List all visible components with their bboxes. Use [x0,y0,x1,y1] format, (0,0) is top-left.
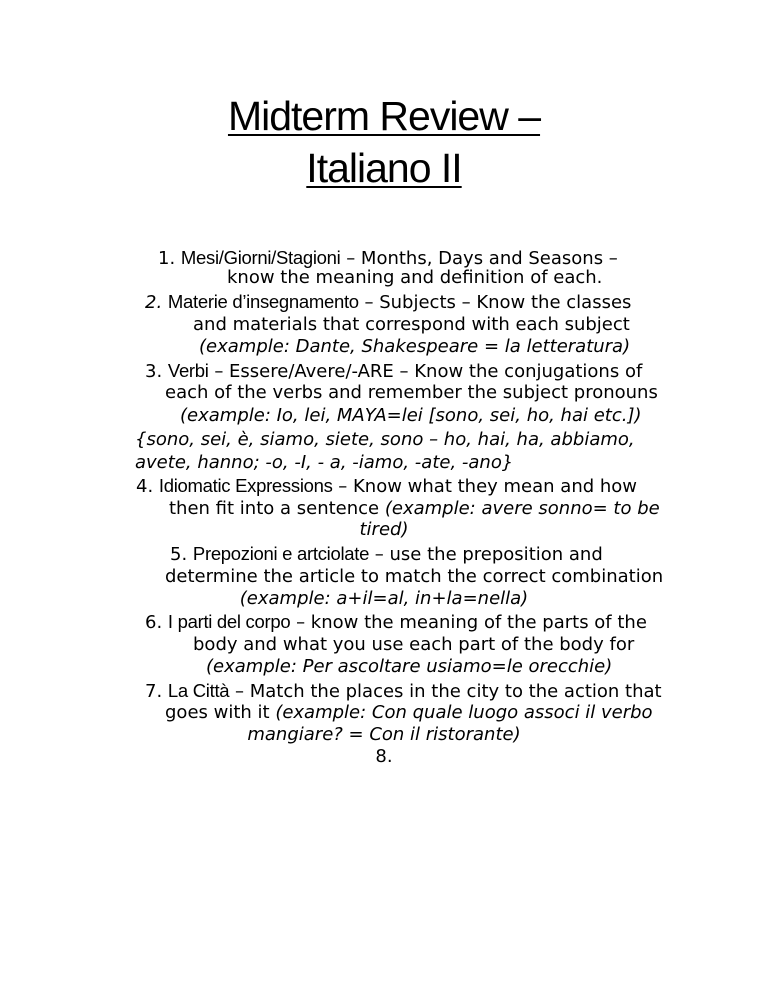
list-item-8: 8. [375,746,393,767]
item-text-line: know the meaning and definition of each. [227,267,603,288]
list-item-6 [145,610,647,635]
item-number: 6. [145,612,163,633]
item-number: 3. [145,361,163,382]
item-text: – Essere/Avere/-ARE – Know the conjugations of [208,361,643,382]
item-example: (example: Per ascoltare usiamo=le orecchie) [206,656,613,677]
item-heading: Materie d’insegnamento [167,291,359,312]
title-line-2: Italiano II [306,145,462,191]
item-example: (example: Con quale luogo associ il verbo [275,702,653,723]
item-number: 1. [158,248,176,269]
item-heading: Verbi [167,360,209,381]
item-number: 5. [170,544,188,565]
item-text-line: body and what you use each part of the body for [193,634,635,655]
item-example: (example: Io, lei, MAYA=lei [sono, sei, ho, hai etc.]) [180,405,642,426]
item-example: (example: Dante, Shakespeare = la letteratura) [199,336,631,357]
item-text: – Know what they mean and how [332,476,638,497]
item-text-line: each of the verbs and remember the subject pronouns [165,382,658,403]
list-item-5 [170,542,603,567]
item-text: – Match the places in the city to the action that [229,681,662,702]
title-line-1: Midterm Review – [227,93,541,139]
list-item-4 [136,474,637,499]
item-number: 7. [145,681,163,702]
item-heading: Idiomatic Expressions [158,475,333,496]
item-text-line: determine the article to match the correct combination [165,566,664,587]
item-text: – use the preposition and [369,544,603,565]
item-example: mangiare? = Con il ristorante) [247,724,521,745]
item-text: then fit into a sentence [169,498,385,519]
item-example: tired) [359,519,409,540]
item-text: goes with it [165,702,276,723]
item-number: 4. [136,476,154,497]
item-extra-line: {sono, sei, è, siamo, siete, sono – ho, hai, ha, abbiamo, [135,429,635,450]
item-text-line [165,701,653,725]
item-extra-line: avete, hanno; -o, -I, - a, -iamo, -ate, -ano} [135,452,514,473]
item-number: 2. [145,292,163,313]
item-heading: I parti del corpo [167,611,291,632]
item-heading: La Città [167,680,230,701]
page-title [0,90,768,194]
item-text: – know the meaning of the parts of the [290,612,647,633]
item-heading: Mesi/Giorni/Stagioni [180,247,341,268]
item-text-line: and materials that correspond with each subject [193,314,630,335]
item-example: (example: a+il=al, in+la=nella) [239,588,529,609]
item-text: – Months, Days and Seasons – [340,248,618,269]
item-text: – Subjects – Know the classes [358,292,632,313]
item-example: (example: avere sonno= to be [384,498,660,519]
item-heading: Prepozioni e artciolate [192,543,370,564]
list-item-2 [145,290,631,315]
